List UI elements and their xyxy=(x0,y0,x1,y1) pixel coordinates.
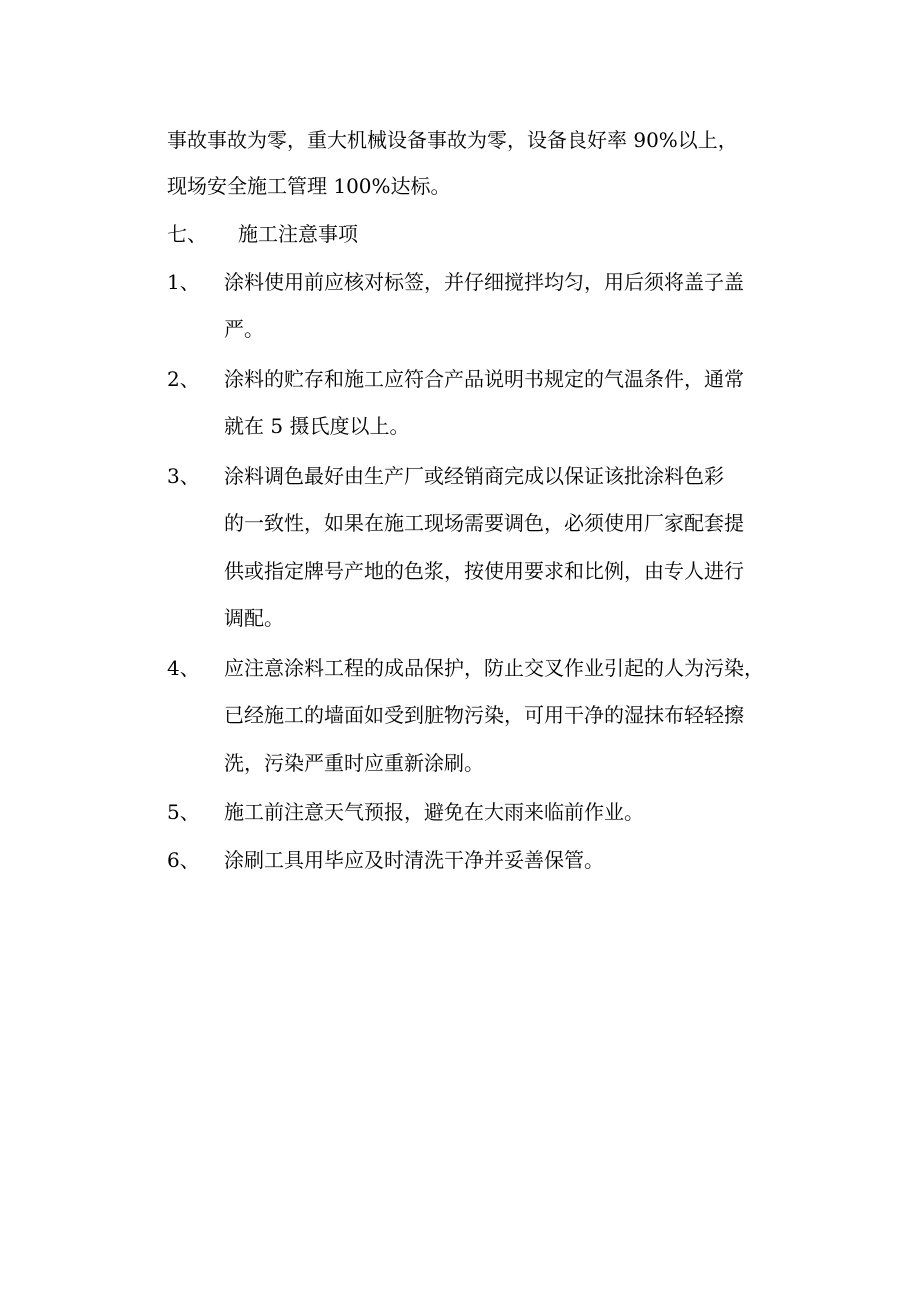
item-2-line-1: 涂料的贮存和施工应符合产品说明书规定的气温条件，通常 xyxy=(224,367,744,391)
item-4-line-1: 应注意涂料工程的成品保护，防止交叉作业引起的人为污染， xyxy=(224,656,764,680)
item-6-number: 6、 xyxy=(167,848,200,872)
item-3-number: 3、 xyxy=(167,464,200,488)
item-1-number: 1、 xyxy=(167,270,200,294)
item-3-line-3: 供或指定牌号产地的色浆，按使用要求和比例，由专人进行 xyxy=(224,559,744,583)
item-1-line-2: 严。 xyxy=(224,317,264,341)
item-4-line-3: 洗，污染严重时应重新涂刷。 xyxy=(224,751,484,775)
item-3-line-1: 涂料调色最好由生产厂或经销商完成以保证该批涂料色彩 xyxy=(224,464,724,488)
item-4-line-2: 已经施工的墙面如受到脏物污染，可用干净的湿抹布轻轻擦 xyxy=(224,703,744,727)
item-3-line-4: 调配。 xyxy=(224,606,284,630)
section-number: 七、 xyxy=(167,222,207,246)
item-3-line-2: 的一致性，如果在施工现场需要调色，必须使用厂家配套提 xyxy=(224,511,744,535)
section-title: 施工注意事项 xyxy=(238,222,358,246)
intro-line-1: 事故事故为零，重大机械设备事故为零，设备良好率 90%以上， xyxy=(167,128,738,152)
item-2-number: 2、 xyxy=(167,367,200,391)
item-5-number: 5、 xyxy=(167,800,200,824)
intro-line-2: 现场安全施工管理 100%达标。 xyxy=(167,174,451,198)
item-2-line-2: 就在 5 摄氏度以上。 xyxy=(224,414,410,438)
item-6-line-1: 涂刷工具用毕应及时清洗干净并妥善保管。 xyxy=(224,848,604,872)
item-5-line-1: 施工前注意天气预报，避免在大雨来临前作业。 xyxy=(224,800,644,824)
item-4-number: 4、 xyxy=(167,656,200,680)
item-1-line-1: 涂料使用前应核对标签，并仔细搅拌均匀，用后须将盖子盖 xyxy=(224,270,744,294)
